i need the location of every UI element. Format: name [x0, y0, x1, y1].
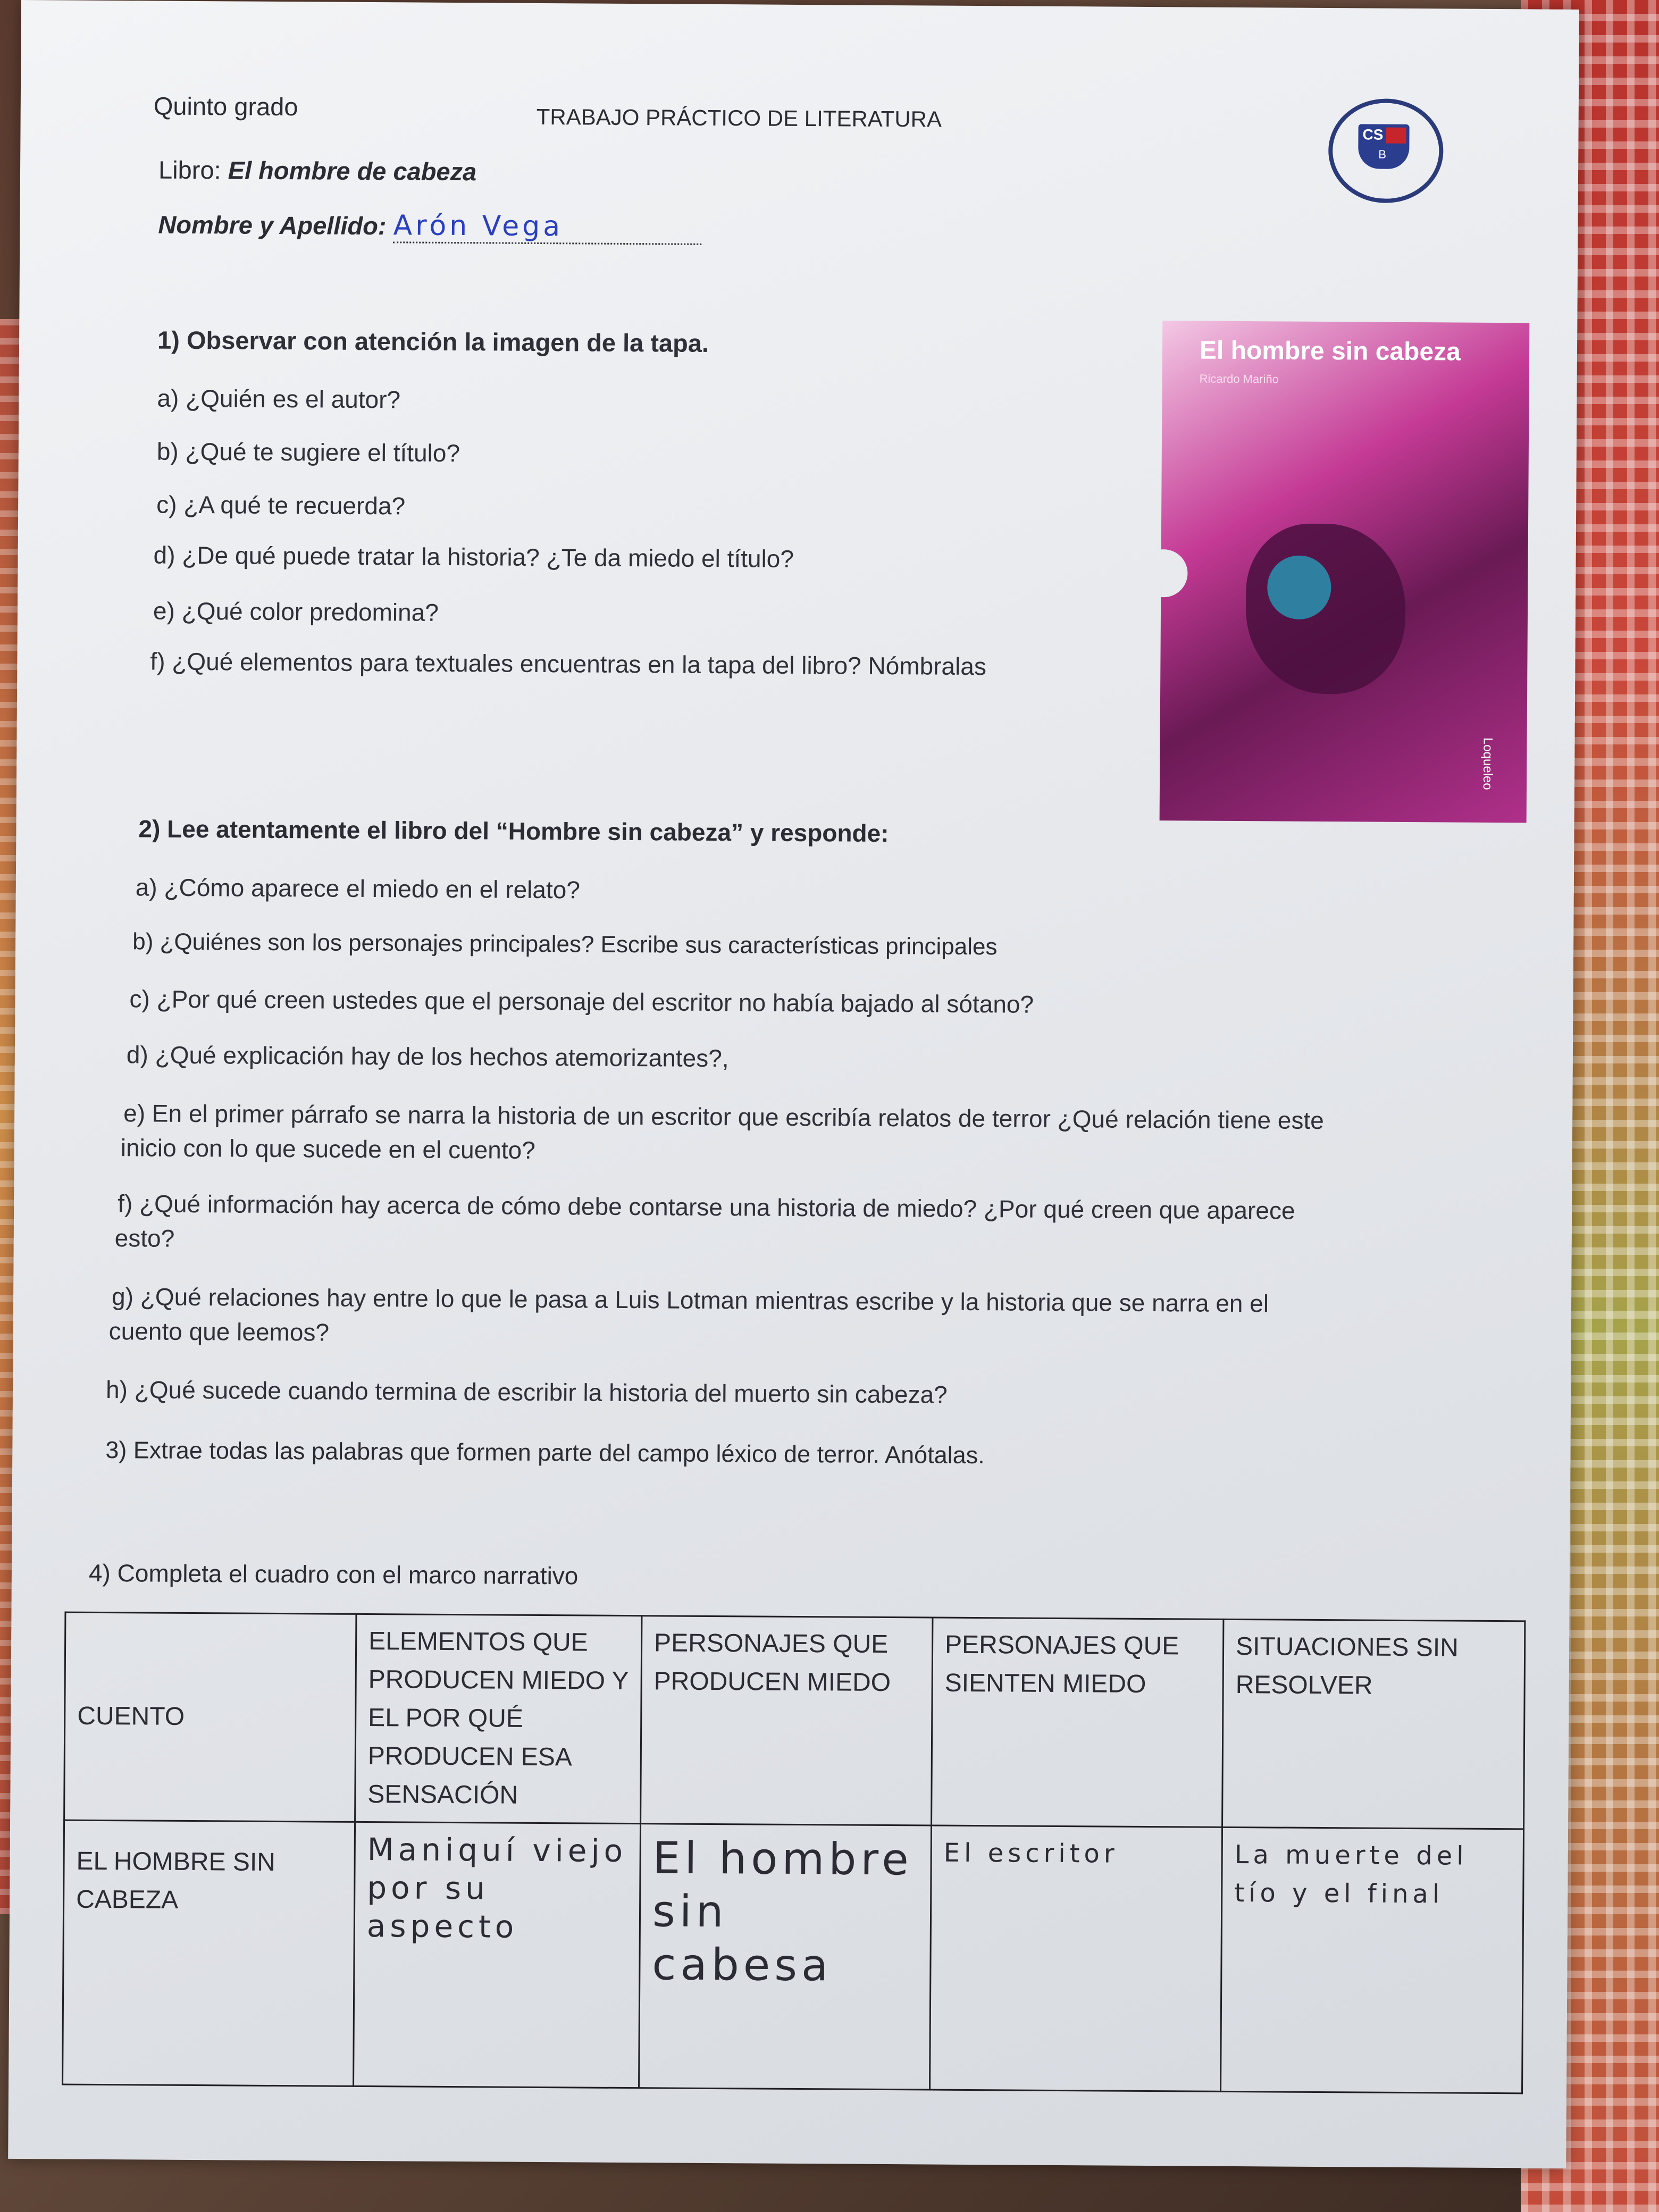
header-cuento: CUENTO — [64, 1612, 356, 1822]
name-line — [158, 208, 701, 244]
s2-item-a: a) ¿Cómo aparece el miedo en el relato? — [135, 873, 581, 904]
s2-item-d: d) ¿Qué explicación hay de los hechos atemorizantes?, — [126, 1041, 729, 1073]
cover-publisher: Loqueleo — [1480, 737, 1495, 790]
cell-personajes-sienten-answer: El escritor — [930, 1825, 1222, 2091]
s2-item-g: g) ¿Qué relaciones hay entre lo que le pasa a Luis Lotman mientras escribe y la historia que se narra en el — [111, 1283, 1269, 1318]
student-name: Arón Vega — [393, 210, 701, 245]
cell-cuento: EL HOMBRE SIN CABEZA — [63, 1820, 355, 2086]
table-header-row — [64, 1612, 1525, 1829]
cover-author: Ricardo Mariño — [1199, 372, 1279, 386]
shield-icon: CS B — [1358, 124, 1410, 169]
section3-heading: 3) Extrae todas las palabras que formen parte del campo léxico de terror. Anótalas. — [105, 1436, 985, 1469]
cell-elementos-answer: Maniquí viejo por su aspecto — [354, 1822, 641, 2088]
school-logo — [1328, 98, 1444, 203]
s2-item-e-cont: inicio con lo que sucede en el cuento? — [120, 1134, 535, 1164]
header-situaciones: SITUACIONES SIN RESOLVER — [1222, 1619, 1525, 1829]
s1-item-e: e) ¿Qué color predomina? — [153, 597, 439, 626]
s2-item-f-cont: esto? — [114, 1224, 175, 1252]
name-label: Nombre y Apellido: — [158, 210, 387, 240]
book-title: El hombre de cabeza — [228, 156, 477, 186]
s1-item-d: d) ¿De qué puede tratar la historia? ¿Te da miedo el título? — [153, 541, 794, 573]
grade-label: Quinto grado — [153, 91, 298, 121]
s2-item-e: e) En el primer párrafo se narra la historia de un escritor que escribía relatos de terror ¿Qué relación tiene este — [123, 1099, 1324, 1135]
section2-heading: 2) Lee atentamente el libro del “Hombre sin cabeza” y responde: — [138, 815, 889, 847]
header-personajes-producen: PERSONAJES QUE PRODUCEN MIEDO — [641, 1616, 933, 1825]
document-title: TRABAJO PRÁCTICO DE LITERATURA — [536, 104, 942, 132]
s2-item-c: c) ¿Por qué creen ustedes que el personaje del escritor no había bajado al sótano? — [129, 985, 1034, 1018]
book-line — [158, 155, 477, 187]
s2-item-h: h) ¿Qué sucede cuando termina de escribir la historia del muerto sin cabeza? — [105, 1376, 948, 1409]
book-cover-image — [1160, 321, 1530, 823]
book-label: Libro: — [158, 155, 221, 185]
header-elementos: ELEMENTOS QUE PRODUCEN MIEDO Y EL POR QUÉ PRODUCEN ESA SENSACIÓN — [355, 1614, 642, 1823]
s1-item-f: f) ¿Qué elementos para textuales encuentras en la tapa del libro? Nómbralas — [150, 647, 987, 681]
s2-item-b: b) ¿Quiénes son los personajes principales? Escribe sus características principales — [132, 928, 998, 960]
s1-item-c: c) ¿A qué te recuerda? — [156, 490, 406, 520]
cover-title: El hombre sin cabeza — [1199, 336, 1461, 366]
table-row — [63, 1820, 1524, 2093]
section1-heading: 1) Observar con atención la imagen de la tapa. — [157, 325, 709, 357]
s2-item-f: f) ¿Qué información hay acerca de cómo debe contarse una historia de miedo? ¿Por qué creen que aparece — [118, 1189, 1295, 1225]
section4-heading: 4) Completa el cuadro con el marco narrativo — [88, 1559, 579, 1590]
worksheet-paper — [8, 0, 1579, 2168]
header-personajes-sienten: PERSONAJES QUE SIENTEN MIEDO — [932, 1618, 1224, 1827]
s2-item-g-cont: cuento que leemos? — [108, 1317, 330, 1346]
cell-situaciones-answer: La muerte del tío y el final — [1221, 1827, 1524, 2093]
cell-personajes-producen-answer: El hombre sin cabesa — [639, 1824, 932, 2090]
s1-item-a: a) ¿Quién es el autor? — [157, 384, 401, 414]
s1-item-b: b) ¿Qué te sugiere el título? — [156, 437, 460, 467]
narrative-frame-table — [62, 1612, 1526, 2094]
